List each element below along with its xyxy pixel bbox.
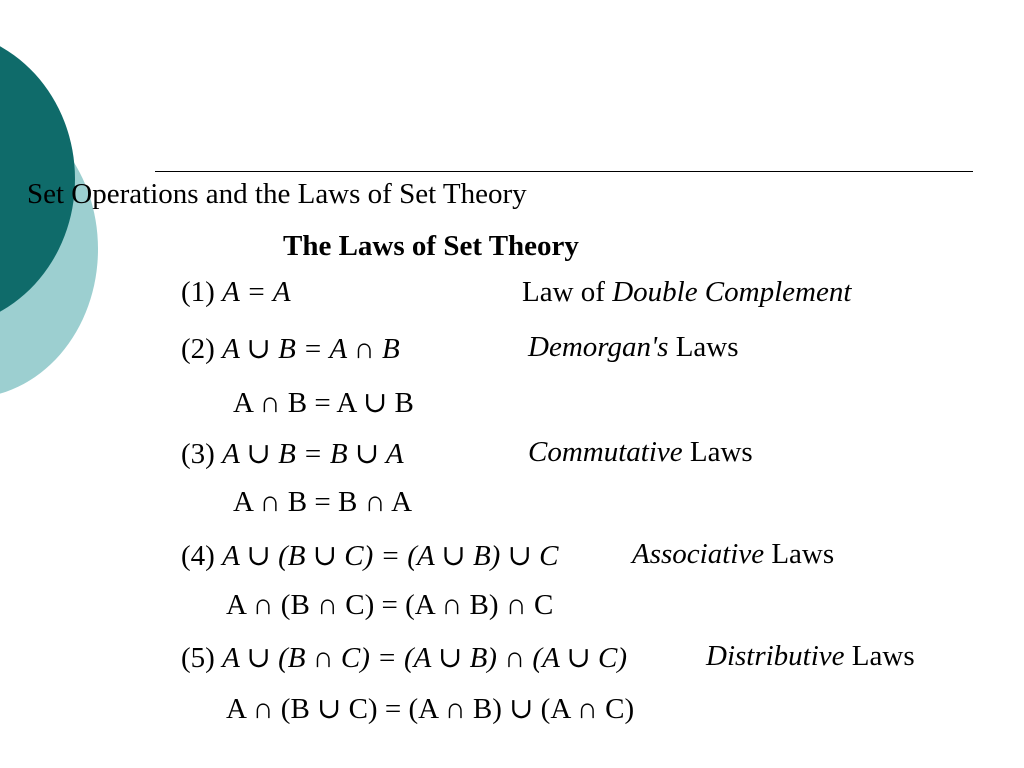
law-5-number: (5): [181, 642, 215, 674]
law-2-number: (2): [181, 333, 215, 365]
section-heading: The Laws of Set Theory: [283, 230, 579, 262]
law-1-number: (1): [181, 276, 215, 308]
law-4-number: (4): [181, 540, 215, 572]
law-3-formula: [181, 436, 404, 471]
law-5-line-1: A ∪ (B ∩ C) = (A ∪ B) ∩ (A ∪ C): [222, 642, 628, 674]
law-3-number: (3): [181, 438, 215, 470]
law-2-line-1: A ∪ B = A ∩ B: [222, 333, 400, 365]
law-5-name: Distributive Laws: [706, 640, 915, 672]
law-2-line-2: A ∩ B = A ∪ B: [233, 387, 414, 419]
slide-title: Set Operations and the Laws of Set Theory: [27, 178, 527, 210]
law-4-line-1: A ∪ (B ∪ C) = (A ∪ B) ∪ C: [222, 540, 559, 572]
law-5-formula: [181, 640, 627, 675]
law-4-name: Associative Laws: [632, 538, 835, 570]
law-3-name: Commutative Laws: [528, 436, 753, 468]
law-1-line-1: A = A: [222, 276, 291, 308]
law-3-line-1: A ∪ B = B ∪ A: [222, 438, 404, 470]
title-rule: [155, 171, 973, 172]
law-2-formula: [181, 331, 400, 366]
law-5-line-2: A ∩ (B ∪ C) = (A ∩ B) ∪ (A ∩ C): [226, 693, 635, 725]
law-2-name: Demorgan's Laws: [528, 331, 739, 363]
law-4-formula: [181, 538, 558, 573]
law-4-line-2: A ∩ (B ∩ C) = (A ∩ B) ∩ C: [226, 589, 554, 621]
law-3-line-2: A ∩ B = B ∩ A: [233, 486, 413, 518]
law-1-formula: [181, 276, 291, 309]
law-1-name: Law of Double Complement: [522, 276, 852, 308]
